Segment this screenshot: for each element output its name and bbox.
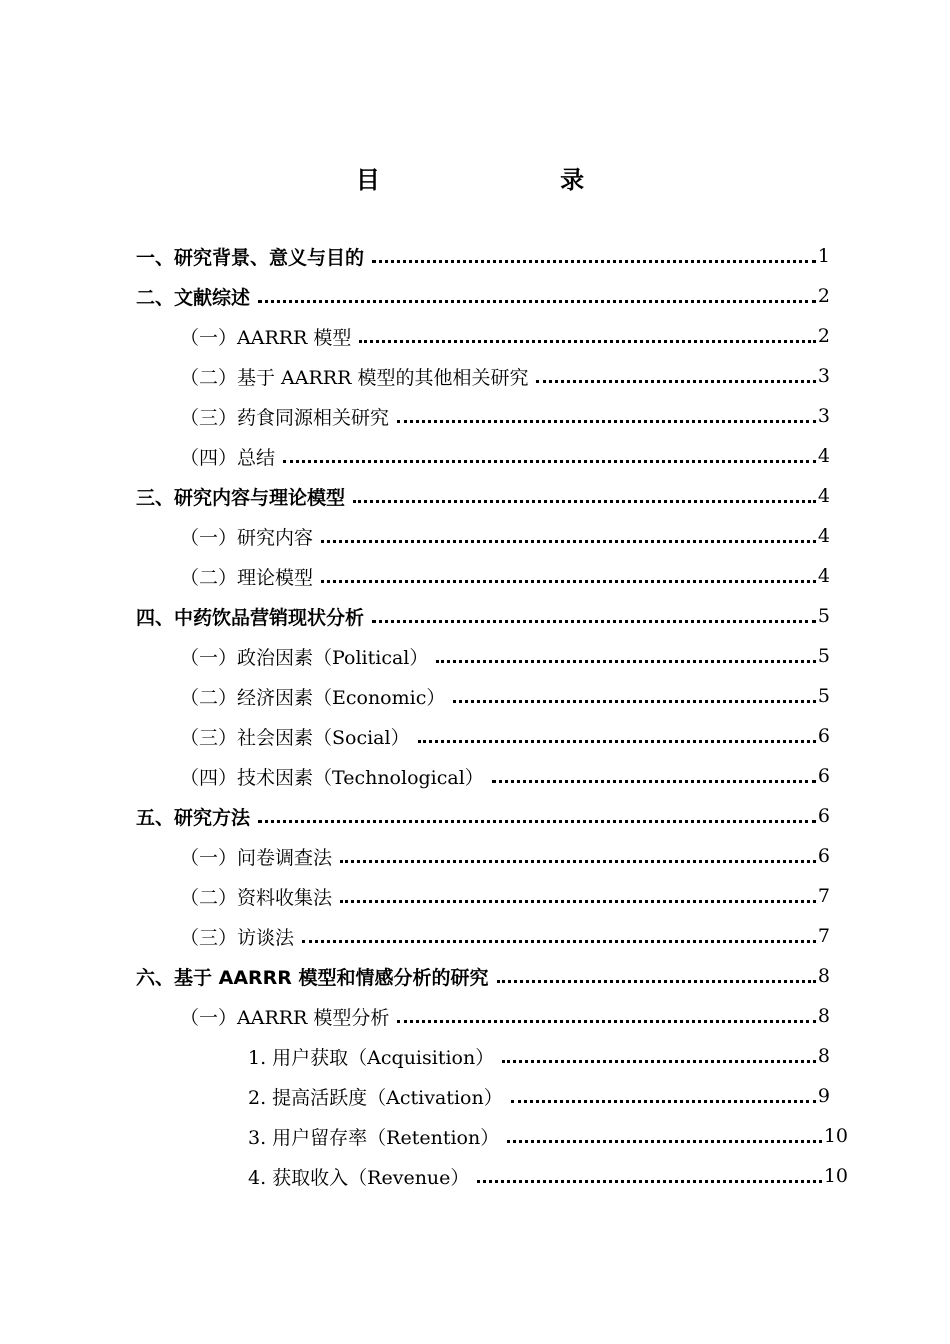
- dot-leader: [477, 1156, 821, 1196]
- toc-entry-page-number: 7: [817, 925, 830, 947]
- toc-entry-label: （二）资料收集法: [180, 886, 333, 909]
- toc-entry[interactable]: [180, 636, 830, 676]
- dot-leader: [321, 516, 816, 556]
- dot-leader: [302, 916, 816, 956]
- toc-entry-label: 1. 用户获取（Acquisition）: [248, 1046, 495, 1069]
- toc-entry-label: （三）药食同源相关研究: [180, 406, 390, 429]
- toc-entry[interactable]: [136, 276, 830, 316]
- toc-entry-page-number: 5: [817, 685, 830, 707]
- toc-entry-label: 4. 获取收入（Revenue）: [248, 1166, 470, 1189]
- toc-entry[interactable]: [180, 836, 830, 876]
- toc-entry-label: （一）AARRR 模型分析: [180, 1006, 390, 1029]
- toc-entry-label: （二）理论模型: [180, 566, 314, 589]
- toc-entry-label: 三、研究内容与理论模型: [136, 486, 346, 509]
- toc-entry-page-number: 4: [817, 525, 830, 547]
- toc-entry[interactable]: [248, 1076, 830, 1116]
- toc-entry-page-number: 4: [817, 485, 830, 507]
- dot-leader: [492, 756, 816, 796]
- toc-entry[interactable]: [180, 716, 830, 756]
- toc-entry-page-number: 8: [817, 965, 830, 987]
- toc-entry-page-number: 6: [817, 765, 830, 787]
- toc-entry-page-number: 3: [817, 365, 830, 387]
- toc-entry[interactable]: [136, 236, 830, 276]
- toc-entry-label: （三）社会因素（Social）: [180, 726, 410, 749]
- dot-leader: [397, 396, 816, 436]
- toc-entry[interactable]: [180, 916, 830, 956]
- dot-leader: [418, 716, 816, 756]
- toc-entry-label: 一、研究背景、意义与目的: [136, 246, 365, 269]
- toc-entry[interactable]: [180, 436, 830, 476]
- dot-leader: [353, 476, 816, 516]
- toc-entry-page-number: 2: [817, 285, 830, 307]
- toc-entry-page-number: 5: [817, 605, 830, 627]
- toc-entry-page-number: 7: [817, 885, 830, 907]
- toc-entry-page-number: 10: [823, 1165, 848, 1187]
- toc-entry[interactable]: [136, 956, 830, 996]
- toc-entry[interactable]: [180, 876, 830, 916]
- toc-entry[interactable]: [248, 1156, 848, 1196]
- toc-entry[interactable]: [248, 1116, 848, 1156]
- toc-entry-label: （一）问卷调查法: [180, 846, 333, 869]
- toc-entry-label: （四）技术因素（Technological）: [180, 766, 484, 789]
- dot-leader: [359, 316, 816, 356]
- toc-entry[interactable]: [180, 356, 830, 396]
- dot-leader: [372, 236, 816, 276]
- toc-entry-page-number: 1: [817, 245, 830, 267]
- dot-leader: [436, 636, 816, 676]
- dot-leader: [397, 996, 816, 1036]
- dot-leader: [340, 836, 816, 876]
- toc-entry[interactable]: [136, 796, 830, 836]
- toc-entry[interactable]: [180, 676, 830, 716]
- dot-leader: [372, 596, 816, 636]
- toc-entry-label: （二）经济因素（Economic）: [180, 686, 446, 709]
- toc-entry-label: （二）基于 AARRR 模型的其他相关研究: [180, 366, 529, 389]
- dot-leader: [283, 436, 816, 476]
- dot-leader: [511, 1076, 816, 1116]
- toc-entry-page-number: 6: [817, 845, 830, 867]
- toc-entry-label: 四、中药饮品营销现状分析: [136, 606, 365, 629]
- toc-entry-label: 五、研究方法: [136, 806, 251, 829]
- dot-leader: [502, 1036, 816, 1076]
- toc-entry-label: （四）总结: [180, 446, 276, 469]
- toc-entry-page-number: 2: [817, 325, 830, 347]
- toc-entry[interactable]: [180, 316, 830, 356]
- toc-entry-page-number: 4: [817, 445, 830, 467]
- toc-entry[interactable]: [180, 556, 830, 596]
- toc-entry[interactable]: [136, 596, 830, 636]
- toc-entry-page-number: 8: [817, 1005, 830, 1027]
- toc-entry-page-number: 4: [817, 565, 830, 587]
- toc-entry-label: 二、文献综述: [136, 286, 251, 309]
- toc-entry-page-number: 3: [817, 405, 830, 427]
- toc-entry[interactable]: [180, 516, 830, 556]
- toc-title: 目 录: [355, 166, 671, 194]
- toc-entry-label: 六、基于 AARRR 模型和情感分析的研究: [136, 966, 489, 989]
- dot-leader: [258, 276, 816, 316]
- toc-entry-label: （一）AARRR 模型: [180, 326, 352, 349]
- toc-entry[interactable]: [180, 996, 830, 1036]
- dot-leader: [340, 876, 816, 916]
- toc-entry-page-number: 10: [823, 1125, 848, 1147]
- toc-entry-page-number: 8: [817, 1045, 830, 1067]
- toc-entry-label: 2. 提高活跃度（Activation）: [248, 1086, 503, 1109]
- toc-entry-page-number: 6: [817, 805, 830, 827]
- toc-entry-label: （一）政治因素（Political）: [180, 646, 429, 669]
- dot-leader: [453, 676, 816, 716]
- dot-leader: [507, 1116, 822, 1156]
- toc-entry-label: （三）访谈法: [180, 926, 295, 949]
- dot-leader: [536, 356, 815, 396]
- dot-leader: [497, 956, 816, 996]
- toc-entry[interactable]: [248, 1036, 830, 1076]
- dot-leader: [321, 556, 816, 596]
- toc-entry-page-number: 6: [817, 725, 830, 747]
- toc-entry[interactable]: [180, 396, 830, 436]
- toc-entry-page-number: 5: [817, 645, 830, 667]
- dot-leader: [258, 796, 816, 836]
- toc-entry[interactable]: [136, 476, 830, 516]
- toc-entry-label: （一）研究内容: [180, 526, 314, 549]
- toc-entry-label: 3. 用户留存率（Retention）: [248, 1126, 500, 1149]
- toc-entry-page-number: 9: [817, 1085, 830, 1107]
- toc-entry[interactable]: [180, 756, 830, 796]
